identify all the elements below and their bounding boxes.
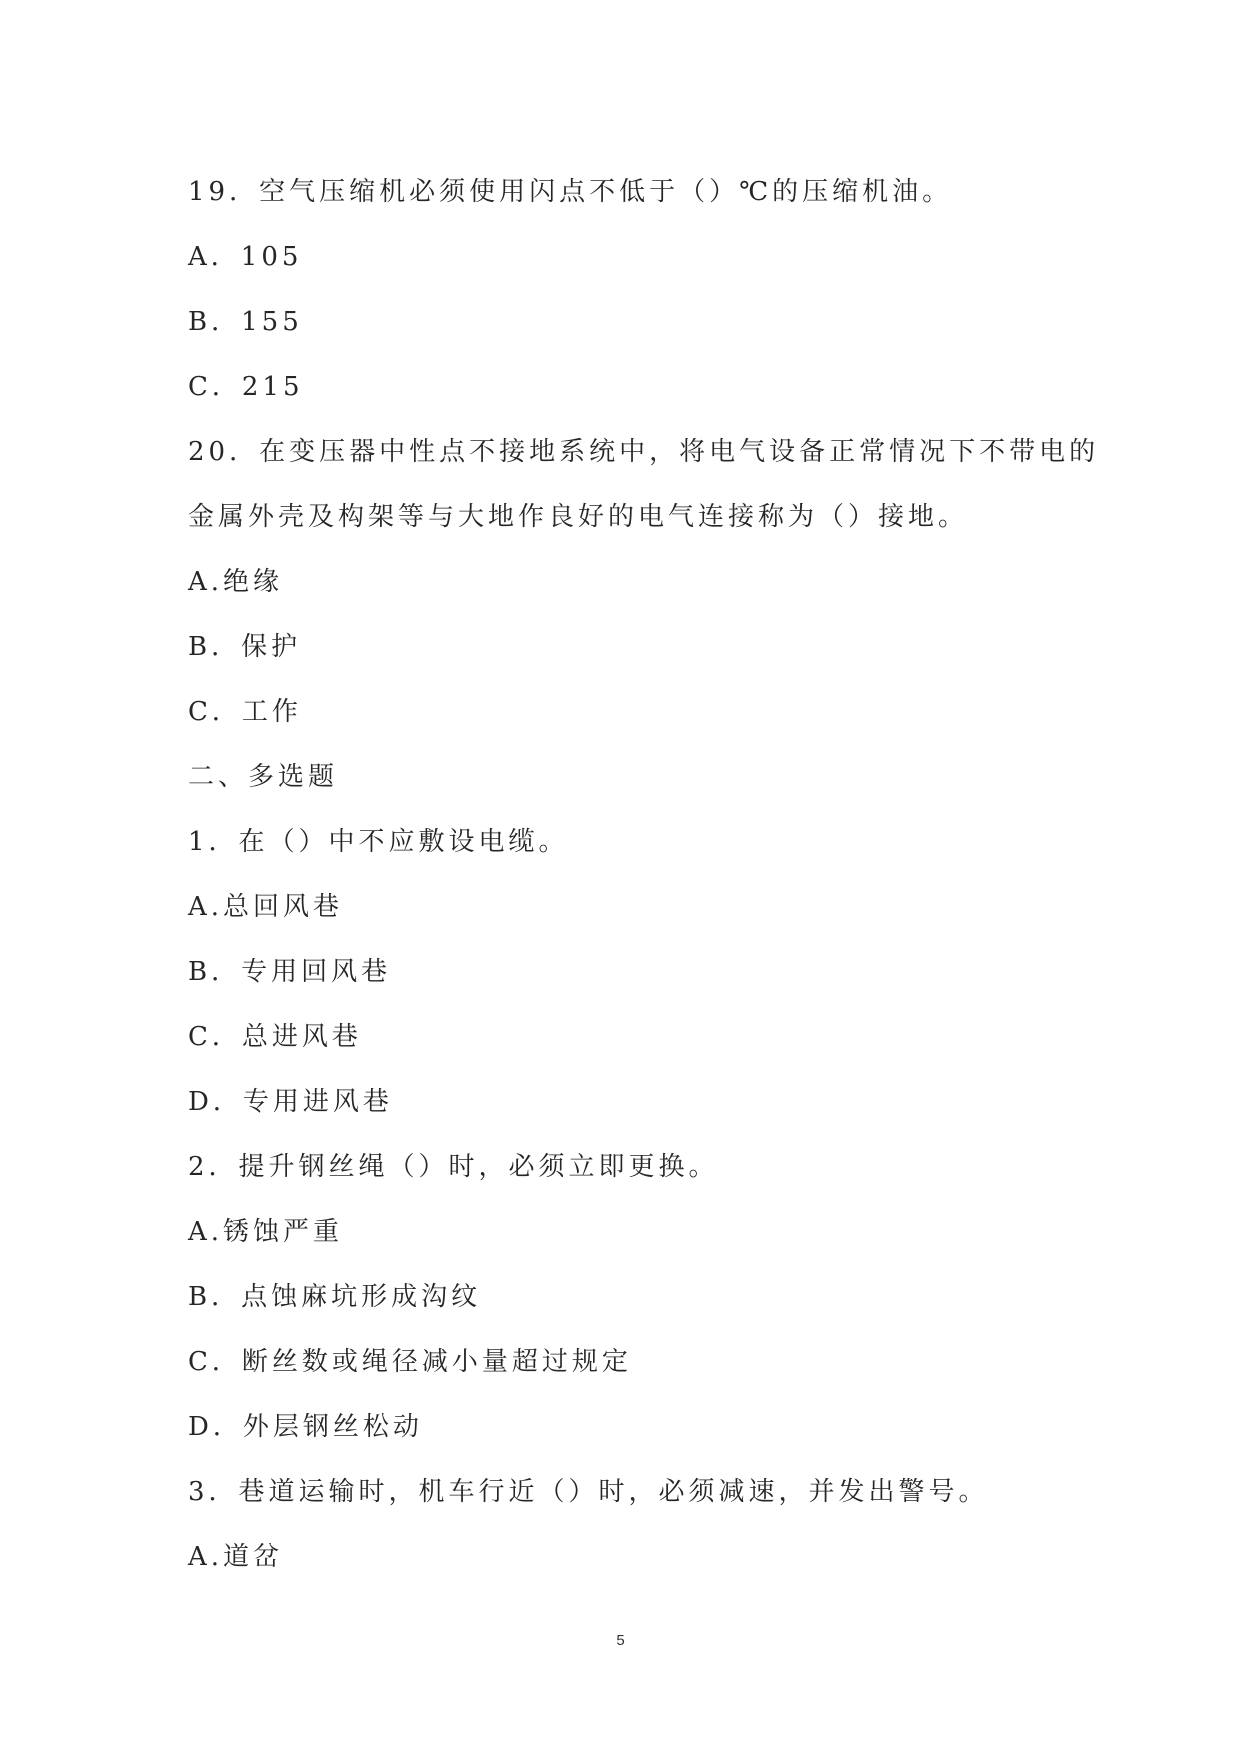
document-body [188,160,1100,1590]
mc-question-3-option-a: A.道岔 [188,1542,284,1572]
question-20-line-2: 金属外壳及构架等与大地作良好的电气连接称为（）接地。 [188,502,969,532]
mc-question-1: 1．在（）中不应敷设电缆。 [188,827,569,857]
mc-question-2-option-c: C．断丝数或绳径减小量超过规定 [188,1347,632,1377]
question-19-option-a: A．105 [188,242,303,272]
mc-question-2: 2．提升钢丝绳（）时，必须立即更换。 [188,1152,719,1182]
mc-question-1-option-a: A.总回风巷 [188,892,344,922]
mc-question-1-option-b: B．专用回风巷 [188,957,392,987]
mc-question-1-option-c: C．总进风巷 [188,1022,362,1052]
question-20-option-a: A.绝缘 [188,567,284,597]
question-19-option-c: C．215 [188,372,304,402]
mc-question-2-option-d: D．外层钢丝松动 [188,1412,423,1442]
mc-question-1-option-d: D．专用进风巷 [188,1087,393,1117]
question-20-line-1: 20．在变压器中性点不接地系统中，将电气设备正常情况下不带电的 [188,437,1100,467]
mc-question-2-option-a: A.锈蚀严重 [188,1217,344,1247]
question-19: 19．空气压缩机必须使用闪点不低于（）℃的压缩机油。 [188,177,953,207]
question-19-option-b: B．155 [188,307,303,337]
mc-question-2-option-b: B．点蚀麻坑形成沟纹 [188,1282,482,1312]
section-heading-multiple-choice: 二、多选题 [188,762,339,792]
mc-question-3: 3．巷道运输时，机车行近（）时，必须减速，并发出警号。 [188,1477,989,1507]
question-20-option-c: C．工作 [188,697,302,727]
question-20-option-b: B．保护 [188,632,302,662]
page-number: 5 [616,1632,625,1649]
